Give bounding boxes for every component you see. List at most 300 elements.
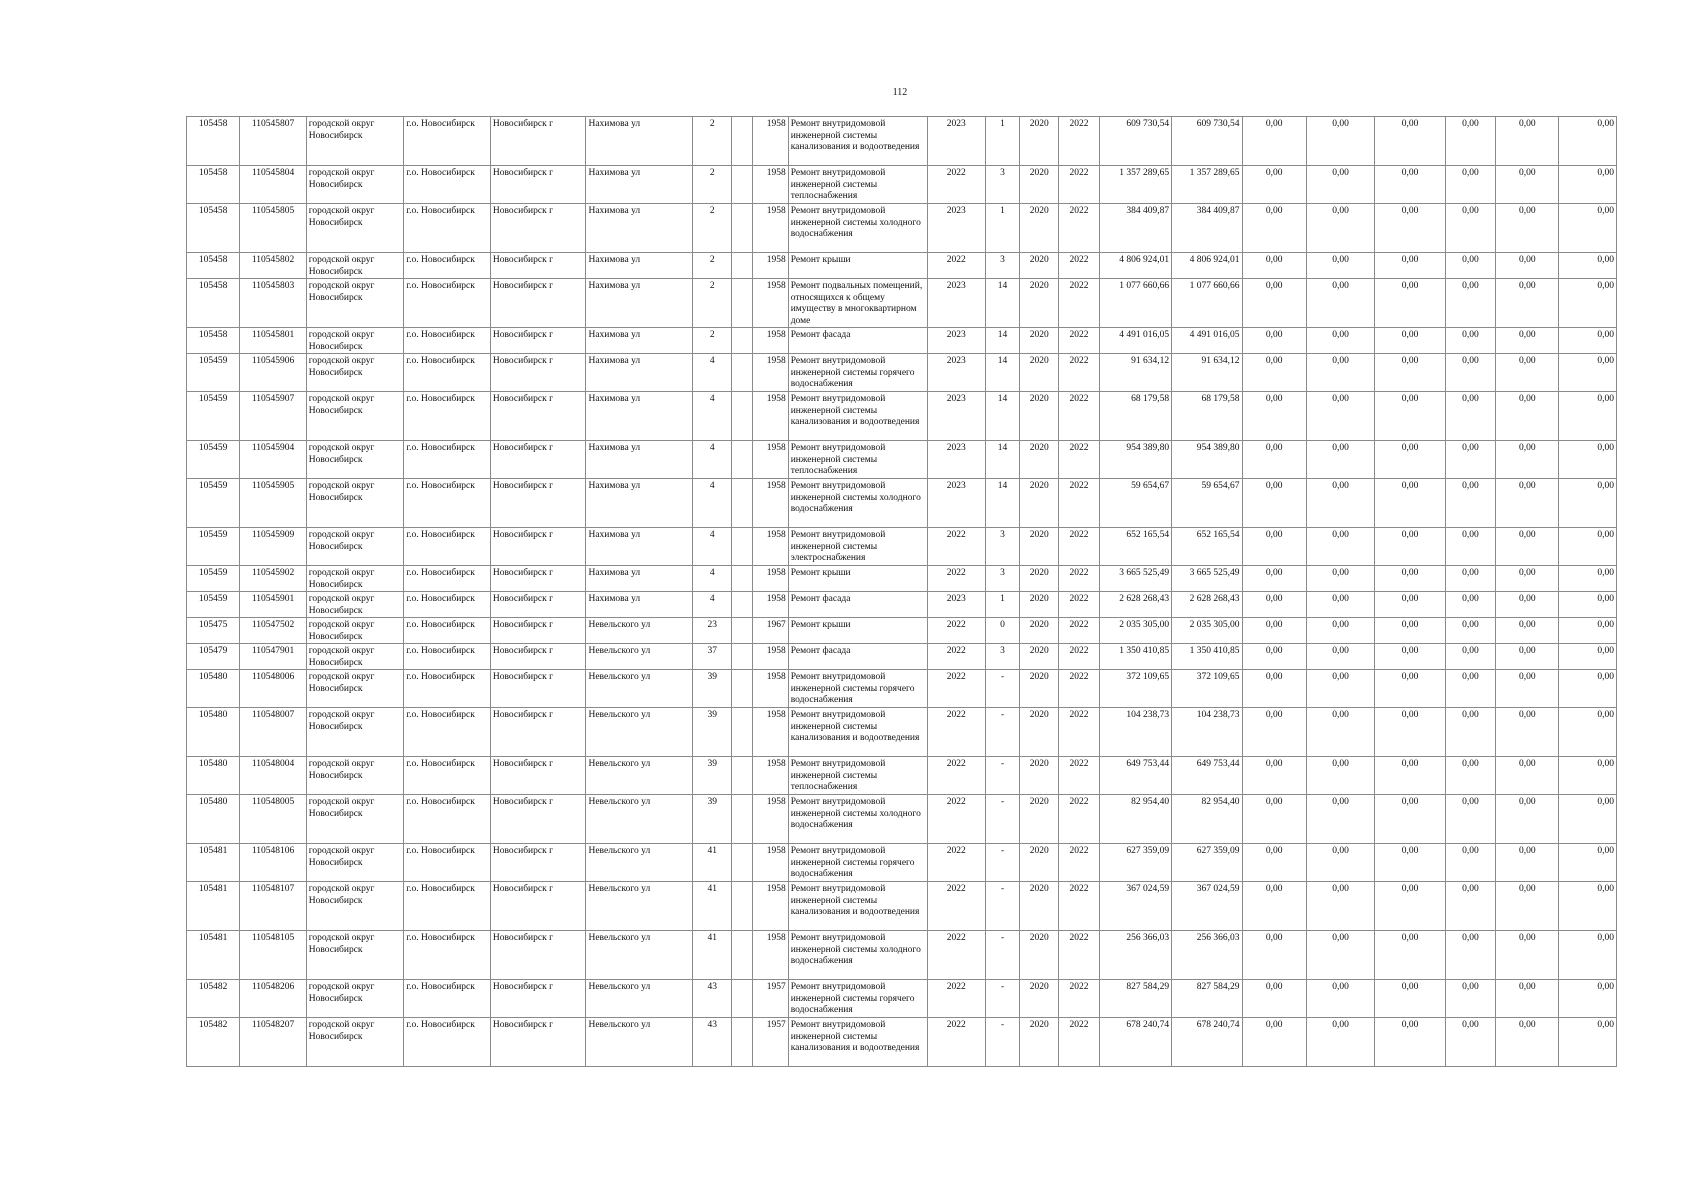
row-fund-5: 0,00: [1496, 592, 1559, 618]
table-row: [187, 980, 1617, 1018]
row-fund-4: 0,00: [1445, 644, 1495, 670]
row-fund-1: 0,00: [1242, 592, 1306, 618]
table-row: [187, 279, 1617, 328]
row-municipality: г.о. Новосибирск: [404, 592, 491, 618]
row-build-year: 1957: [753, 1018, 788, 1067]
row-district: городской округ Новосибирск: [306, 618, 404, 644]
row-end-year: 2022: [1059, 644, 1099, 670]
row-fund-4: 0,00: [1445, 441, 1495, 479]
row-work-type: Ремонт внутридомовой инженерной системы горячего водоснабжения: [788, 670, 927, 708]
row-municipality: г.о. Новосибирск: [404, 253, 491, 279]
row-fund-6: 0,00: [1559, 166, 1617, 204]
row-fund-6: 0,00: [1559, 644, 1617, 670]
row-work-type: Ремонт внутридомовой инженерной системы теплоснабжения: [788, 166, 927, 204]
row-id: 105480: [187, 670, 240, 708]
row-code: 110545804: [240, 166, 306, 204]
row-plan-year: 2022: [927, 882, 985, 931]
row-fund-3: 0,00: [1375, 328, 1445, 354]
row-count: 14: [985, 479, 1019, 528]
row-fund-3: 0,00: [1375, 644, 1445, 670]
row-work-type: Ремонт внутридомовой инженерной системы холодного водоснабжения: [788, 931, 927, 980]
row-fund-5: 0,00: [1496, 117, 1559, 166]
row-code: 110548005: [240, 795, 306, 844]
row-total: 4 806 924,01: [1172, 253, 1242, 279]
row-id: 105458: [187, 253, 240, 279]
row-fund-1: 0,00: [1242, 166, 1306, 204]
row-total: 2 035 305,00: [1172, 618, 1242, 644]
row-locality: Новосибирск г: [490, 980, 586, 1018]
row-street: Нахимова ул: [586, 253, 693, 279]
row-cost: 68 179,58: [1099, 392, 1171, 441]
row-municipality: г.о. Новосибирск: [404, 328, 491, 354]
row-fund-3: 0,00: [1375, 253, 1445, 279]
row-district: городской округ Новосибирск: [306, 708, 404, 757]
row-fund-4: 0,00: [1445, 204, 1495, 253]
row-locality: Новосибирск г: [490, 1018, 586, 1067]
row-code: 110545901: [240, 592, 306, 618]
row-total: 372 109,65: [1172, 670, 1242, 708]
row-fund-5: 0,00: [1496, 1018, 1559, 1067]
row-municipality: г.о. Новосибирск: [404, 618, 491, 644]
table-row: [187, 253, 1617, 279]
row-fund-2: 0,00: [1306, 328, 1374, 354]
row-code: 110548006: [240, 670, 306, 708]
row-fund-1: 0,00: [1242, 566, 1306, 592]
row-build-year: 1958: [753, 441, 788, 479]
row-total: 1 077 660,66: [1172, 279, 1242, 328]
row-fund-3: 0,00: [1375, 279, 1445, 328]
row-fund-5: 0,00: [1496, 844, 1559, 882]
row-district: городской округ Новосибирск: [306, 117, 404, 166]
row-street: Нахимова ул: [586, 204, 693, 253]
row-fund-2: 0,00: [1306, 670, 1374, 708]
row-start-year: 2020: [1020, 1018, 1059, 1067]
row-count: 3: [985, 166, 1019, 204]
row-fund-1: 0,00: [1242, 882, 1306, 931]
row-cost: 59 654,67: [1099, 479, 1171, 528]
row-fund-2: 0,00: [1306, 795, 1374, 844]
row-house-number: 41: [693, 931, 732, 980]
row-fund-1: 0,00: [1242, 279, 1306, 328]
row-total: 649 753,44: [1172, 757, 1242, 795]
row-fund-2: 0,00: [1306, 166, 1374, 204]
row-code: 110545807: [240, 117, 306, 166]
row-cost: 82 954,40: [1099, 795, 1171, 844]
row-end-year: 2022: [1059, 618, 1099, 644]
row-code: 110545906: [240, 354, 306, 392]
row-fund-5: 0,00: [1496, 882, 1559, 931]
row-start-year: 2020: [1020, 354, 1059, 392]
row-build-year: 1958: [753, 117, 788, 166]
row-street: Нахимова ул: [586, 479, 693, 528]
row-work-type: Ремонт внутридомовой инженерной системы канализования и водоотведения: [788, 882, 927, 931]
row-house-number: 43: [693, 980, 732, 1018]
row-building: [732, 528, 753, 566]
row-municipality: г.о. Новосибирск: [404, 441, 491, 479]
row-district: городской округ Новосибирск: [306, 931, 404, 980]
row-id: 105480: [187, 757, 240, 795]
row-fund-5: 0,00: [1496, 757, 1559, 795]
table-row: [187, 479, 1617, 528]
row-building: [732, 1018, 753, 1067]
row-house-number: 43: [693, 1018, 732, 1067]
row-municipality: г.о. Новосибирск: [404, 844, 491, 882]
row-end-year: 2022: [1059, 931, 1099, 980]
row-code: 110547901: [240, 644, 306, 670]
row-fund-2: 0,00: [1306, 204, 1374, 253]
row-district: городской округ Новосибирск: [306, 441, 404, 479]
row-start-year: 2020: [1020, 592, 1059, 618]
row-plan-year: 2022: [927, 795, 985, 844]
row-fund-6: 0,00: [1559, 253, 1617, 279]
row-work-type: Ремонт внутридомовой инженерной системы холодного водоснабжения: [788, 204, 927, 253]
row-build-year: 1958: [753, 757, 788, 795]
row-street: Нахимова ул: [586, 528, 693, 566]
row-house-number: 41: [693, 844, 732, 882]
row-total: 1 350 410,85: [1172, 644, 1242, 670]
row-fund-4: 0,00: [1445, 844, 1495, 882]
row-fund-2: 0,00: [1306, 980, 1374, 1018]
row-total: 59 654,67: [1172, 479, 1242, 528]
row-house-number: 2: [693, 253, 732, 279]
row-plan-year: 2022: [927, 1018, 985, 1067]
row-plan-year: 2022: [927, 844, 985, 882]
row-start-year: 2020: [1020, 204, 1059, 253]
row-count: 3: [985, 528, 1019, 566]
row-build-year: 1967: [753, 618, 788, 644]
row-fund-3: 0,00: [1375, 795, 1445, 844]
row-fund-3: 0,00: [1375, 528, 1445, 566]
row-total: 609 730,54: [1172, 117, 1242, 166]
row-end-year: 2022: [1059, 980, 1099, 1018]
row-fund-4: 0,00: [1445, 354, 1495, 392]
row-building: [732, 166, 753, 204]
table-row: [187, 566, 1617, 592]
row-fund-2: 0,00: [1306, 757, 1374, 795]
row-code: 110545803: [240, 279, 306, 328]
row-total: 104 238,73: [1172, 708, 1242, 757]
row-house-number: 4: [693, 392, 732, 441]
row-fund-4: 0,00: [1445, 670, 1495, 708]
row-build-year: 1958: [753, 253, 788, 279]
row-fund-3: 0,00: [1375, 392, 1445, 441]
row-house-number: 41: [693, 882, 732, 931]
row-municipality: г.о. Новосибирск: [404, 980, 491, 1018]
row-fund-4: 0,00: [1445, 392, 1495, 441]
row-fund-4: 0,00: [1445, 253, 1495, 279]
row-fund-4: 0,00: [1445, 708, 1495, 757]
row-end-year: 2022: [1059, 795, 1099, 844]
row-district: городской округ Новосибирск: [306, 279, 404, 328]
row-fund-5: 0,00: [1496, 528, 1559, 566]
row-fund-2: 0,00: [1306, 117, 1374, 166]
row-street: Невельского ул: [586, 708, 693, 757]
row-plan-year: 2022: [927, 670, 985, 708]
row-fund-6: 0,00: [1559, 204, 1617, 253]
row-fund-5: 0,00: [1496, 328, 1559, 354]
row-plan-year: 2022: [927, 644, 985, 670]
row-build-year: 1958: [753, 279, 788, 328]
row-fund-6: 0,00: [1559, 566, 1617, 592]
row-locality: Новосибирск г: [490, 795, 586, 844]
row-municipality: г.о. Новосибирск: [404, 117, 491, 166]
row-id: 105479: [187, 644, 240, 670]
row-total: 3 665 525,49: [1172, 566, 1242, 592]
row-start-year: 2020: [1020, 795, 1059, 844]
row-code: 110545802: [240, 253, 306, 279]
table-row: [187, 1018, 1617, 1067]
row-build-year: 1958: [753, 166, 788, 204]
row-building: [732, 757, 753, 795]
row-fund-1: 0,00: [1242, 644, 1306, 670]
row-end-year: 2022: [1059, 566, 1099, 592]
row-cost: 2 628 268,43: [1099, 592, 1171, 618]
row-house-number: 4: [693, 592, 732, 618]
row-municipality: г.о. Новосибирск: [404, 279, 491, 328]
row-count: 14: [985, 441, 1019, 479]
row-work-type: Ремонт внутридомовой инженерной системы канализования и водоотведения: [788, 708, 927, 757]
row-fund-2: 0,00: [1306, 253, 1374, 279]
row-id: 105458: [187, 279, 240, 328]
row-cost: 1 357 289,65: [1099, 166, 1171, 204]
row-start-year: 2020: [1020, 392, 1059, 441]
row-total: 652 165,54: [1172, 528, 1242, 566]
row-code: 110547502: [240, 618, 306, 644]
row-end-year: 2022: [1059, 882, 1099, 931]
row-id: 105459: [187, 354, 240, 392]
table-row: [187, 644, 1617, 670]
row-fund-1: 0,00: [1242, 931, 1306, 980]
row-cost: 1 350 410,85: [1099, 644, 1171, 670]
row-fund-3: 0,00: [1375, 618, 1445, 644]
row-fund-6: 0,00: [1559, 931, 1617, 980]
row-street: Нахимова ул: [586, 117, 693, 166]
row-count: -: [985, 882, 1019, 931]
row-fund-4: 0,00: [1445, 279, 1495, 328]
row-id: 105459: [187, 392, 240, 441]
row-fund-4: 0,00: [1445, 479, 1495, 528]
row-district: городской округ Новосибирск: [306, 392, 404, 441]
row-build-year: 1958: [753, 882, 788, 931]
row-street: Нахимова ул: [586, 392, 693, 441]
row-end-year: 2022: [1059, 844, 1099, 882]
row-fund-4: 0,00: [1445, 166, 1495, 204]
row-building: [732, 441, 753, 479]
row-total: 367 024,59: [1172, 882, 1242, 931]
row-id: 105482: [187, 980, 240, 1018]
row-fund-3: 0,00: [1375, 980, 1445, 1018]
row-code: 110548007: [240, 708, 306, 757]
row-fund-2: 0,00: [1306, 708, 1374, 757]
row-end-year: 2022: [1059, 1018, 1099, 1067]
row-build-year: 1958: [753, 592, 788, 618]
row-work-type: Ремонт внутридомовой инженерной системы теплоснабжения: [788, 757, 927, 795]
row-cost: 678 240,74: [1099, 1018, 1171, 1067]
row-total: 91 634,12: [1172, 354, 1242, 392]
row-code: 110545905: [240, 479, 306, 528]
row-locality: Новосибирск г: [490, 354, 586, 392]
row-fund-3: 0,00: [1375, 931, 1445, 980]
row-start-year: 2020: [1020, 166, 1059, 204]
row-building: [732, 931, 753, 980]
row-district: городской округ Новосибирск: [306, 795, 404, 844]
row-total: 2 628 268,43: [1172, 592, 1242, 618]
row-building: [732, 479, 753, 528]
row-building: [732, 670, 753, 708]
row-build-year: 1957: [753, 980, 788, 1018]
row-fund-4: 0,00: [1445, 592, 1495, 618]
table-row: [187, 328, 1617, 354]
row-build-year: 1958: [753, 566, 788, 592]
row-fund-2: 0,00: [1306, 644, 1374, 670]
row-municipality: г.о. Новосибирск: [404, 479, 491, 528]
row-building: [732, 117, 753, 166]
row-house-number: 4: [693, 566, 732, 592]
row-end-year: 2022: [1059, 354, 1099, 392]
row-district: городской округ Новосибирск: [306, 1018, 404, 1067]
row-plan-year: 2022: [927, 253, 985, 279]
row-id: 105481: [187, 882, 240, 931]
row-fund-4: 0,00: [1445, 117, 1495, 166]
row-cost: 827 584,29: [1099, 980, 1171, 1018]
row-fund-3: 0,00: [1375, 479, 1445, 528]
row-start-year: 2020: [1020, 328, 1059, 354]
row-fund-6: 0,00: [1559, 592, 1617, 618]
row-fund-6: 0,00: [1559, 528, 1617, 566]
row-fund-2: 0,00: [1306, 1018, 1374, 1067]
row-district: городской округ Новосибирск: [306, 644, 404, 670]
row-end-year: 2022: [1059, 279, 1099, 328]
row-code: 110548004: [240, 757, 306, 795]
row-plan-year: 2022: [927, 980, 985, 1018]
row-district: городской округ Новосибирск: [306, 253, 404, 279]
row-id: 105458: [187, 117, 240, 166]
row-cost: 4 806 924,01: [1099, 253, 1171, 279]
row-build-year: 1958: [753, 795, 788, 844]
row-plan-year: 2022: [927, 931, 985, 980]
row-street: Невельского ул: [586, 618, 693, 644]
row-locality: Новосибирск г: [490, 328, 586, 354]
row-count: -: [985, 757, 1019, 795]
row-start-year: 2020: [1020, 882, 1059, 931]
row-start-year: 2020: [1020, 980, 1059, 1018]
row-fund-1: 0,00: [1242, 117, 1306, 166]
row-municipality: г.о. Новосибирск: [404, 670, 491, 708]
row-end-year: 2022: [1059, 117, 1099, 166]
row-fund-2: 0,00: [1306, 566, 1374, 592]
row-fund-4: 0,00: [1445, 757, 1495, 795]
row-fund-2: 0,00: [1306, 618, 1374, 644]
table-row: [187, 354, 1617, 392]
row-id: 105459: [187, 441, 240, 479]
row-fund-4: 0,00: [1445, 882, 1495, 931]
row-building: [732, 279, 753, 328]
row-count: 14: [985, 354, 1019, 392]
row-build-year: 1958: [753, 354, 788, 392]
row-cost: 954 389,80: [1099, 441, 1171, 479]
row-fund-6: 0,00: [1559, 392, 1617, 441]
row-work-type: Ремонт внутридомовой инженерной системы горячего водоснабжения: [788, 980, 927, 1018]
table-row: [187, 795, 1617, 844]
row-fund-2: 0,00: [1306, 528, 1374, 566]
row-fund-5: 0,00: [1496, 479, 1559, 528]
row-code: 110545801: [240, 328, 306, 354]
row-fund-1: 0,00: [1242, 528, 1306, 566]
row-locality: Новосибирск г: [490, 592, 586, 618]
row-street: Невельского ул: [586, 670, 693, 708]
row-work-type: Ремонт крыши: [788, 566, 927, 592]
row-fund-1: 0,00: [1242, 1018, 1306, 1067]
row-total: 256 366,03: [1172, 931, 1242, 980]
row-building: [732, 592, 753, 618]
row-cost: 652 165,54: [1099, 528, 1171, 566]
row-district: городской округ Новосибирск: [306, 204, 404, 253]
row-building: [732, 644, 753, 670]
row-id: 105458: [187, 328, 240, 354]
row-plan-year: 2022: [927, 757, 985, 795]
row-fund-5: 0,00: [1496, 204, 1559, 253]
row-start-year: 2020: [1020, 757, 1059, 795]
row-municipality: г.о. Новосибирск: [404, 644, 491, 670]
row-end-year: 2022: [1059, 670, 1099, 708]
row-fund-6: 0,00: [1559, 882, 1617, 931]
row-end-year: 2022: [1059, 204, 1099, 253]
row-fund-3: 0,00: [1375, 844, 1445, 882]
row-locality: Новосибирск г: [490, 166, 586, 204]
row-cost: 367 024,59: [1099, 882, 1171, 931]
table-row: [187, 844, 1617, 882]
table-row: [187, 882, 1617, 931]
row-cost: 4 491 016,05: [1099, 328, 1171, 354]
row-district: городской округ Новосибирск: [306, 354, 404, 392]
row-id: 105459: [187, 479, 240, 528]
row-district: городской округ Новосибирск: [306, 328, 404, 354]
row-plan-year: 2023: [927, 479, 985, 528]
row-code: 110548105: [240, 931, 306, 980]
row-district: городской округ Новосибирск: [306, 757, 404, 795]
row-cost: 649 753,44: [1099, 757, 1171, 795]
row-plan-year: 2023: [927, 117, 985, 166]
row-locality: Новосибирск г: [490, 528, 586, 566]
row-fund-6: 0,00: [1559, 279, 1617, 328]
row-work-type: Ремонт внутридомовой инженерной системы электроснабжения: [788, 528, 927, 566]
row-fund-6: 0,00: [1559, 618, 1617, 644]
row-street: Невельского ул: [586, 882, 693, 931]
row-fund-1: 0,00: [1242, 441, 1306, 479]
row-work-type: Ремонт крыши: [788, 253, 927, 279]
row-fund-2: 0,00: [1306, 392, 1374, 441]
row-fund-5: 0,00: [1496, 618, 1559, 644]
row-locality: Новосибирск г: [490, 479, 586, 528]
row-fund-1: 0,00: [1242, 392, 1306, 441]
row-locality: Новосибирск г: [490, 618, 586, 644]
row-district: городской округ Новосибирск: [306, 566, 404, 592]
row-count: 14: [985, 279, 1019, 328]
row-municipality: г.о. Новосибирск: [404, 757, 491, 795]
row-code: 110548206: [240, 980, 306, 1018]
row-work-type: Ремонт внутридомовой инженерной системы холодного водоснабжения: [788, 795, 927, 844]
row-total: 954 389,80: [1172, 441, 1242, 479]
row-plan-year: 2022: [927, 708, 985, 757]
row-house-number: 2: [693, 328, 732, 354]
row-municipality: г.о. Новосибирск: [404, 204, 491, 253]
row-end-year: 2022: [1059, 328, 1099, 354]
row-building: [732, 795, 753, 844]
table-body: [187, 117, 1617, 1067]
row-street: Невельского ул: [586, 844, 693, 882]
row-fund-3: 0,00: [1375, 592, 1445, 618]
row-cost: 372 109,65: [1099, 670, 1171, 708]
